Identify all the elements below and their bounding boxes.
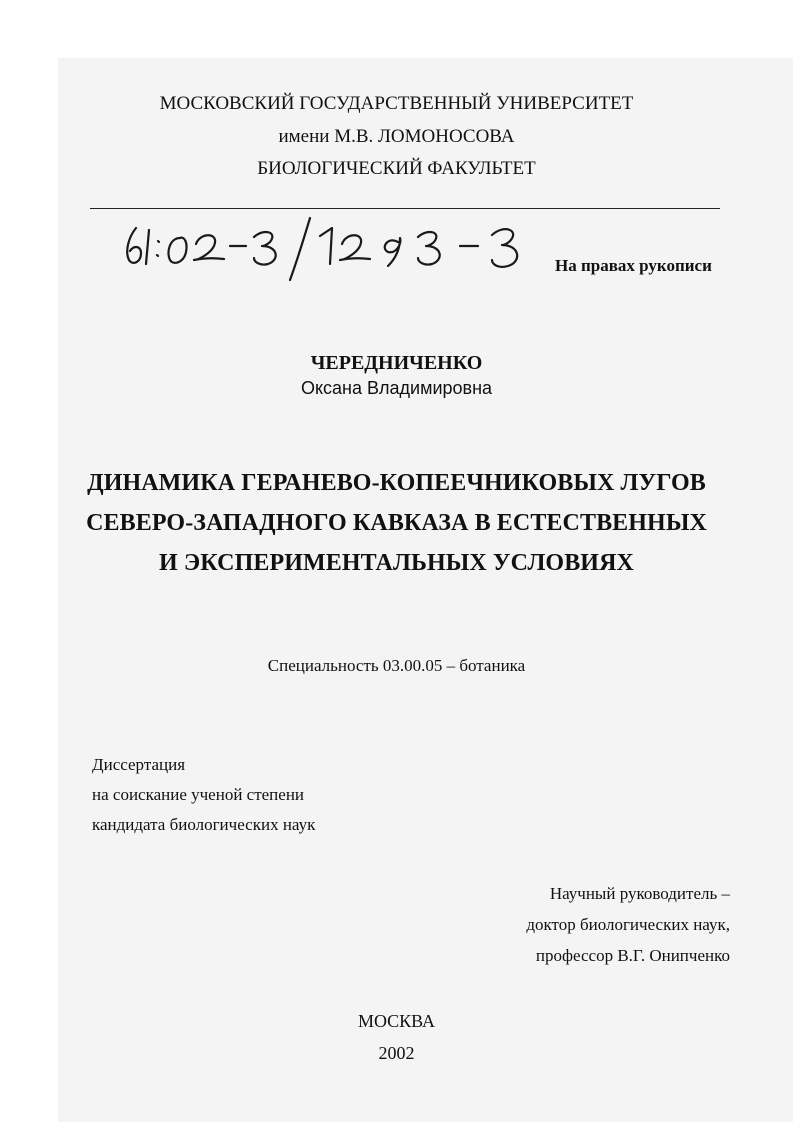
title-line: СЕВЕРО-ЗАПАДНОГО КАВКАЗА В ЕСТЕСТВЕННЫХ (86, 510, 707, 536)
dissertation-title (0, 463, 793, 583)
degree-line: на соискание ученой степени (92, 785, 305, 804)
supervisor-line: Научный руководитель – (549, 884, 730, 903)
manuscript-rights: На правах рукописи (555, 256, 712, 275)
university-named-after: имени М.В. ЛОМОНОСОВА (278, 126, 515, 147)
year: 2002 (378, 1043, 415, 1063)
title-line: И ЭКСПЕРИМЕНТАЛЬНЫХ УСЛОВИЯХ (159, 550, 634, 576)
degree-statement (92, 750, 315, 840)
author-given-names: Оксана Владимировна (300, 378, 493, 398)
university-name: МОСКОВСКИЙ ГОСУДАРСТВЕННЫЙ УНИВЕРСИТЕТ (159, 93, 634, 114)
handwritten-catalog-number (122, 208, 542, 284)
faculty-name: БИОЛОГИЧЕСКИЙ ФАКУЛЬТЕТ (257, 158, 536, 179)
degree-line: кандидата биологических наук (92, 815, 316, 834)
supervisor-line: доктор биологических наук, (526, 915, 730, 934)
supervisor-block (526, 878, 730, 971)
title-line: ДИНАМИКА ГЕРАНЕВО-КОПЕЕЧНИКОВЫХ ЛУГОВ (87, 470, 706, 496)
supervisor-line: профессор В.Г. Онипченко (535, 946, 730, 965)
city: МОСКВА (357, 1011, 436, 1031)
specialty: Специальность 03.00.05 – ботаника (267, 656, 526, 675)
author-surname: ЧЕРЕДНИЧЕНКО (310, 352, 483, 374)
degree-line: Диссертация (92, 755, 186, 774)
